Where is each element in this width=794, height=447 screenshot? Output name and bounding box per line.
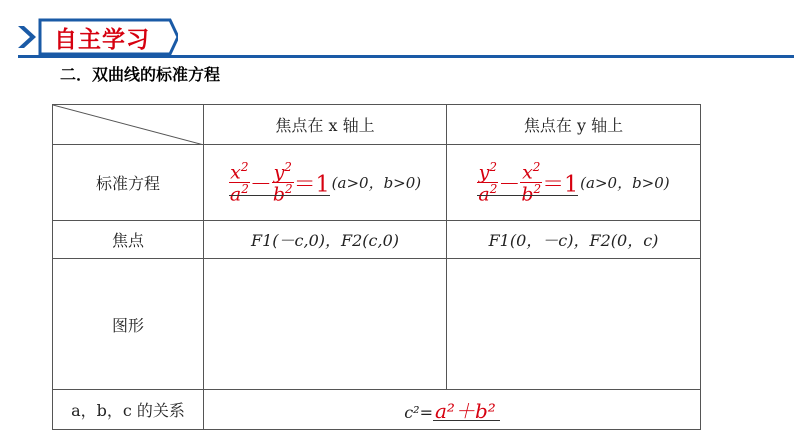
fraction-x2-a2: $\frac{x^2}{a^2}$ <box>229 159 249 206</box>
header-divider-left <box>18 55 178 58</box>
relation-cell <box>204 390 701 430</box>
fraction-y2-a2: $\frac{y^2}{a^2}$ <box>478 159 498 206</box>
hyperbola-table <box>52 104 701 430</box>
relation-answer: a²＋b² <box>435 399 496 423</box>
equation-x: $\frac{x^2}{a^2}$ － $\frac{y^2}{b^2}$ ＝1 <box>229 159 330 206</box>
equation-x-cell <box>204 145 447 221</box>
banner-title: 自主学习 <box>54 27 150 53</box>
relation-blank <box>433 395 500 424</box>
equation-y-cell <box>447 145 701 221</box>
row-relation <box>53 390 701 430</box>
header-focus-x: 焦点在 x 轴上 <box>204 105 447 145</box>
focus-y-value: F1(0，－c)，F2(0，c) <box>447 221 701 259</box>
row-graph <box>53 259 701 390</box>
equation-y: $\frac{y^2}{a^2}$ － $\frac{x^2}{b^2}$ ＝1 <box>478 159 579 206</box>
label-relation: a，b，c 的关系 <box>53 390 204 430</box>
row-standard-equation <box>53 145 701 221</box>
graph-y-cell <box>447 259 701 390</box>
condition-x: (a>0，b>0) <box>331 174 422 192</box>
answer-blank <box>229 195 330 196</box>
section-title: 二．双曲线的标准方程 <box>60 65 221 84</box>
corner-cell <box>53 105 204 145</box>
section-banner <box>18 18 178 56</box>
label-focus: 焦点 <box>53 221 204 259</box>
answer-blank <box>477 195 578 196</box>
graph-x-cell <box>204 259 447 390</box>
label-graph: 图形 <box>53 259 204 390</box>
focus-x-value: F1(－c,0)，F2(c,0) <box>204 221 447 259</box>
diagonal-line-icon <box>53 105 204 145</box>
header-divider <box>178 55 794 58</box>
condition-y: (a>0，b>0) <box>580 174 670 192</box>
label-standard-equation: 标准方程 <box>53 145 204 221</box>
header-focus-y: 焦点在 y 轴上 <box>447 105 701 145</box>
table-header-row <box>53 105 701 145</box>
relation-prefix: c²= <box>404 403 433 422</box>
fraction-y2-b2: $\frac{y^2}{b^2}$ <box>272 159 293 206</box>
row-focus <box>53 221 701 259</box>
fraction-x2-b2: $\frac{x^2}{b^2}$ <box>521 159 542 206</box>
